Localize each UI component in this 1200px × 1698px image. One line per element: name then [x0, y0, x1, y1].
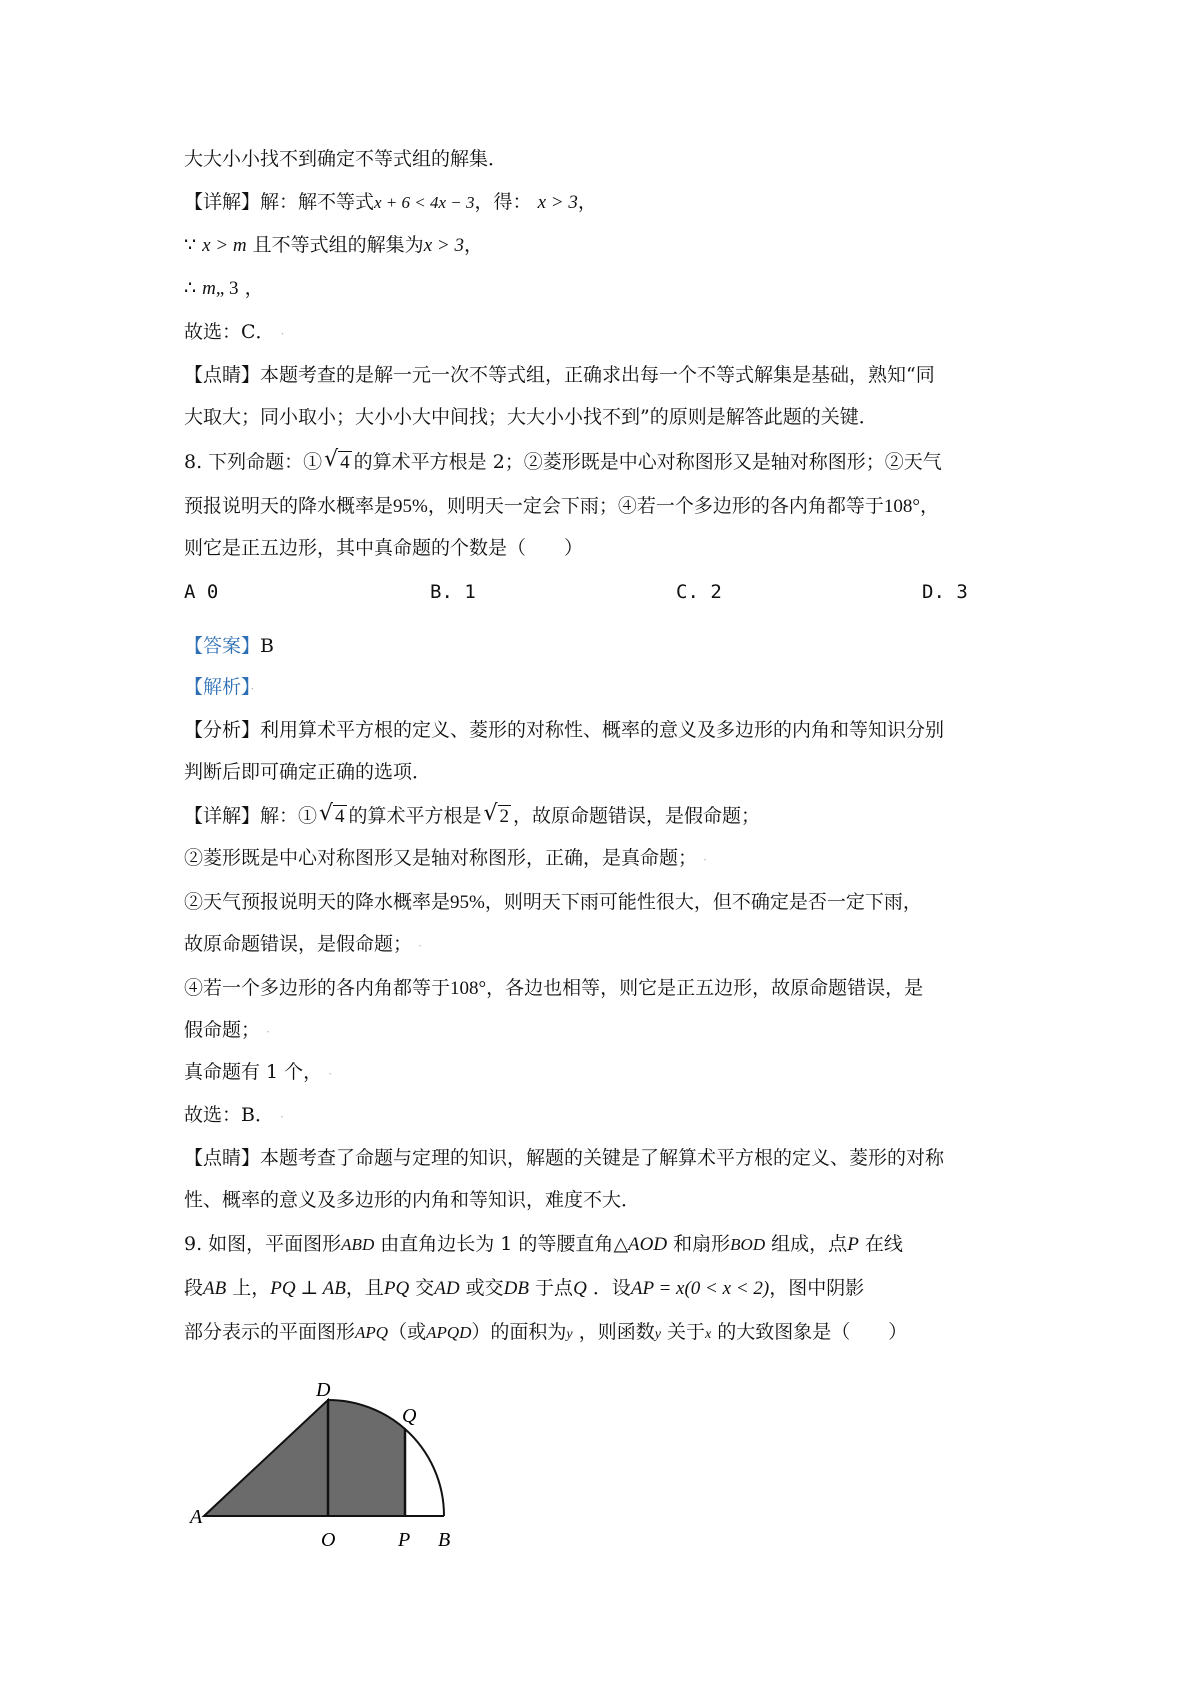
question-8-line-1: 8. 下列命题：①√ 4 的算术平方根是 2；②菱形既是中心对称图形又是轴对称图形；②天气: [184, 450, 942, 475]
text-line-2: 【详解】解：解不等式x + 6 < 4x − 3，得： x > 3，: [184, 191, 597, 213]
text-line-5: 故选：C． ·: [184, 321, 285, 343]
xiangjie-line-4: 故原命题错误，是假命题； ·: [184, 933, 422, 955]
xiangjie-line-1: 【详解】解：①√ 4 的算术平方根是√ 2 ，故原命题错误，是假命题；: [184, 804, 760, 829]
label-o: O: [321, 1529, 336, 1551]
label-q: Q: [402, 1405, 417, 1427]
label-d: D: [316, 1379, 331, 1401]
xiangjie-line-8: 故选：B． ·: [184, 1104, 284, 1126]
analysis-tag: 【解析】: [184, 676, 251, 698]
question-9-line-1: 9. 如图，平面图形ABD 由直角边长为 1 的等腰直角△AOD 和扇形BOD 组成，点P 在线: [184, 1233, 903, 1255]
text-line-7: 大取大；同小取小；大小小大中间找；大大小小找不到”的原则是解答此题的关键．: [184, 406, 878, 428]
answer-tag: 【答案】: [184, 635, 261, 657]
option-c: C. 2: [676, 581, 722, 603]
analysis-tag-line: 【解析】·: [184, 676, 255, 698]
label-b: B: [438, 1529, 451, 1551]
question-9-line-3: 部分表示的平面图形APQ（或APQD）的面积为y ，则函数y 关于x 的大致图象是（ ）: [184, 1321, 908, 1343]
fenxi-line-1: 【分析】利用算术平方根的定义、菱形的对称性、概率的意义及多边形的内角和等知识分别: [184, 719, 945, 741]
label-p: P: [398, 1529, 411, 1551]
geometry-figure: [180, 1360, 520, 1560]
option-a: A 0: [184, 581, 219, 603]
dianjing-line-2: 性、概率的意义及多边形的内角和等知识，难度不大．: [184, 1189, 641, 1211]
xiangjie-line-5: ④若一个多边形的各内角都等于108°，各边也相等，则它是正五边形，故原命题错误，是: [184, 977, 924, 999]
question-8-line-2: 预报说明天的降水概率是95%，则明天一定会下雨；④若一个多边形的各内角都等于108°，: [184, 495, 939, 517]
sqrt-symbol: √ 4: [324, 450, 352, 475]
text-line-1: 大大小小找不到确定不等式组的解集．: [184, 148, 508, 170]
option-b: B. 1: [430, 581, 476, 603]
fenxi-line-2: 判断后即可确定正确的选项．: [184, 761, 432, 783]
arc-qb: [405, 1429, 444, 1516]
shaded-sector-part: [328, 1400, 405, 1516]
shaded-triangle-aod: [204, 1400, 328, 1516]
question-9-line-2: 段AB 上，PQ ⊥ AB，且PQ 交AD 或交DB 于点Q ．设AP = x(0 < x < 2)，图中阴影: [184, 1277, 865, 1299]
text-line-4: ∴ m„ 3 ，: [184, 277, 264, 299]
text-line-3: ∵ x > m 且不等式组的解集为x > 3，: [184, 234, 483, 256]
option-d: D. 3: [922, 581, 968, 603]
xiangjie-line-3: ②天气预报说明天的降水概率是95%，则明天下雨可能性很大，但不确定是否一定下雨，: [184, 891, 922, 913]
label-a: A: [190, 1506, 203, 1528]
text-line-6: 【点睛】本题考查的是解一元一次不等式组，正确求出每一个不等式解集是基础，熟知“同: [184, 364, 935, 386]
question-8-line-3: 则它是正五边形，其中真命题的个数是（ ）: [184, 537, 584, 559]
xiangjie-line-2: ②菱形既是中心对称图形又是轴对称图形，正确，是真命题； ·: [184, 847, 707, 869]
xiangjie-line-7: 真命题有 1 个， ·: [184, 1061, 333, 1083]
answer-line: 【答案】B: [184, 635, 274, 657]
xiangjie-line-6: 假命题； ·: [184, 1019, 270, 1041]
dianjing-line-1: 【点睛】本题考查了命题与定理的知识，解题的关键是了解算术平方根的定义、菱形的对称: [184, 1147, 945, 1169]
